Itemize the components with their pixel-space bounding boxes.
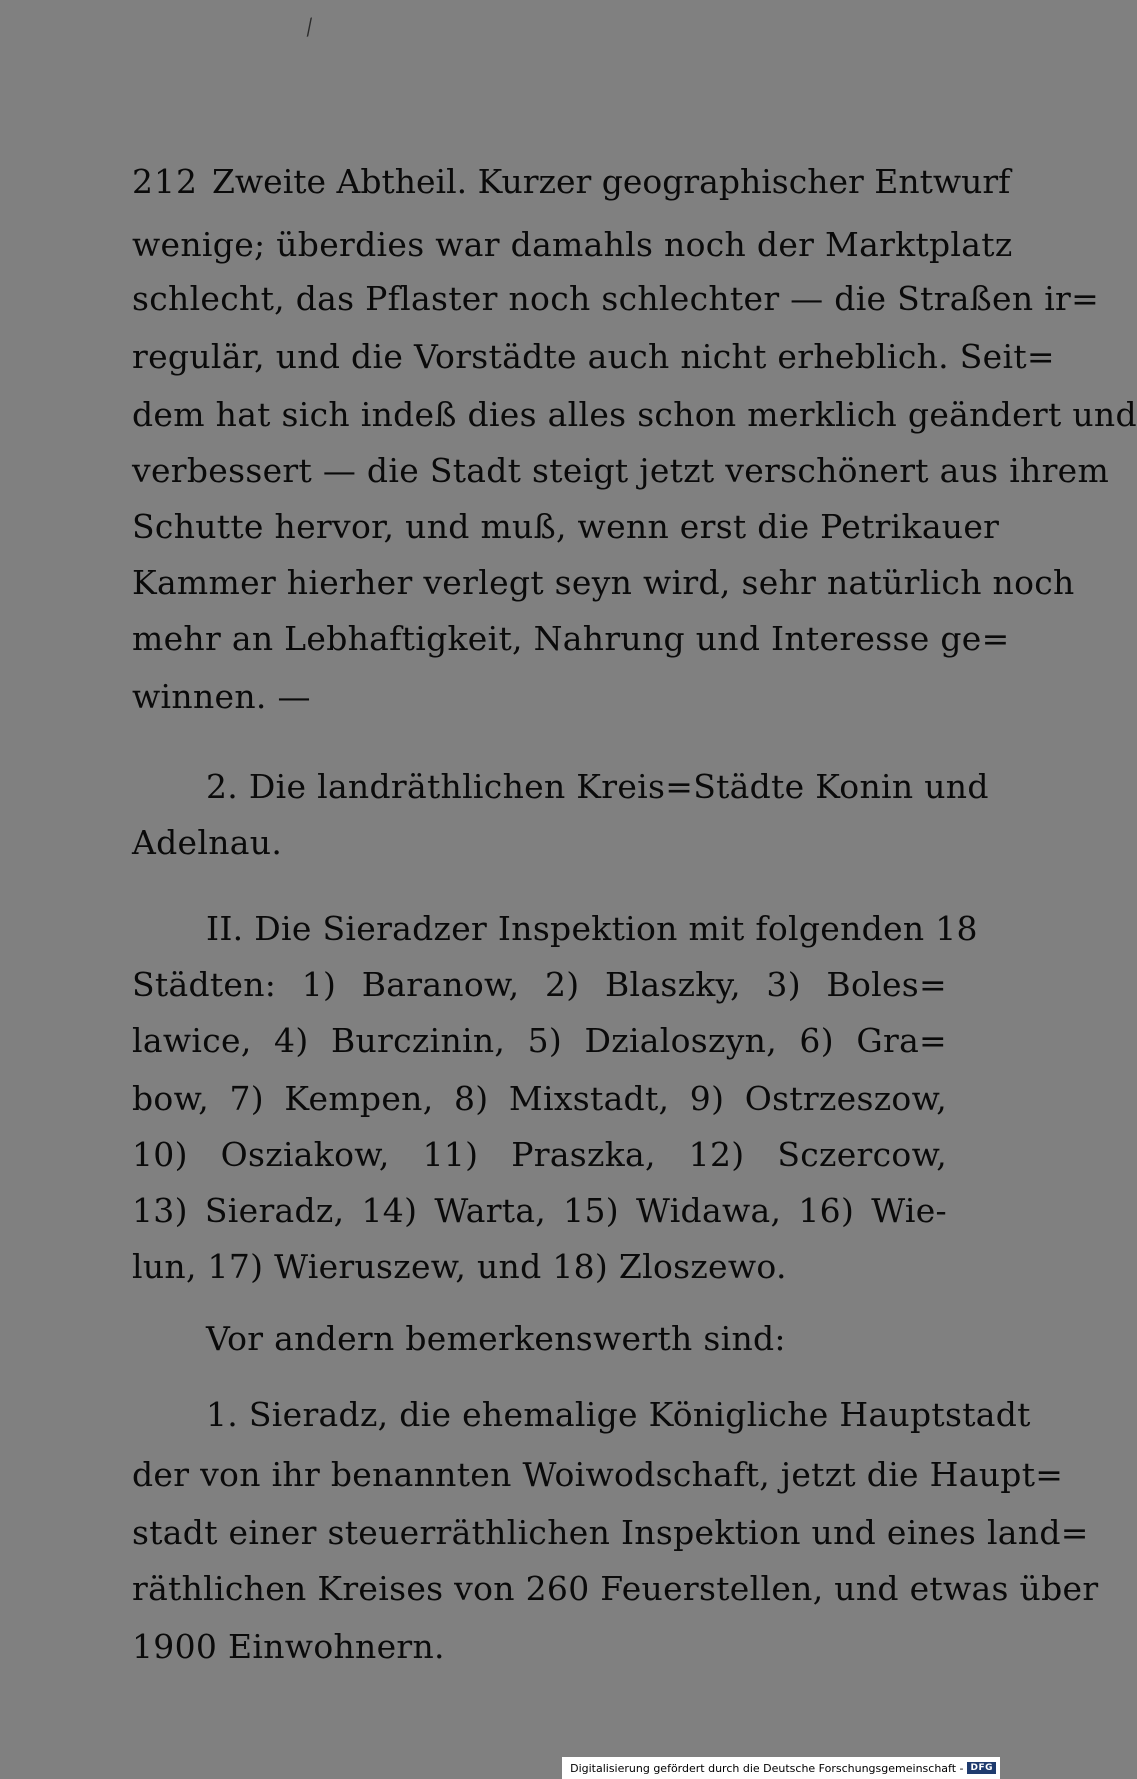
text-line: räthlichen Kreises von 260 Feuerstellen, und etwas über: [132, 1569, 1099, 1608]
text-line: wenige; überdies war damahls noch der Marktplatz: [132, 225, 1013, 264]
text-line: 13) Sieradz, 14) Warta, 15) Widawa, 16) Wie-: [132, 1191, 947, 1230]
text-line: schlecht, das Pflaster noch schlechter — die Straßen ir=: [132, 279, 1100, 318]
section-heading: II. Die Sieradzer Inspektion mit folgenden 18: [206, 909, 978, 948]
page-number: 212: [132, 162, 198, 201]
text-line: lun, 17) Wieruszew, und 18) Zloszewo.: [132, 1247, 787, 1286]
credit-text: Digitalisierung gefördert durch die Deutsche Forschungsgemeinschaft -: [570, 1761, 964, 1775]
text-line: winnen. —: [132, 677, 311, 716]
text-line: verbessert — die Stadt steigt jetzt verschönert aus ihrem: [132, 451, 1110, 490]
text-line: 1900 Einwohnern.: [132, 1627, 445, 1666]
paragraph-line: Vor andern bemerkenswerth sind:: [206, 1319, 786, 1358]
text-line: lawice, 4) Burczinin, 5) Dzialoszyn, 6) Gra=: [132, 1021, 947, 1060]
text-line: stadt einer steuerräthlichen Inspektion und eines land=: [132, 1513, 1089, 1552]
digitization-credit: [562, 1757, 1000, 1779]
running-header: [132, 160, 1011, 204]
text-line: Städten: 1) Baranow, 2) Blaszky, 3) Boles=: [132, 965, 947, 1004]
running-title: Zweite Abtheil. Kurzer geographischer Entwurf: [212, 162, 1011, 201]
dfg-logo: DFG: [967, 1762, 996, 1774]
text-line: mehr an Lebhaftigkeit, Nahrung und Interesse ge=: [132, 619, 1010, 658]
text-line: Kammer hierher verlegt seyn wird, sehr natürlich noch: [132, 563, 1075, 602]
text-line: bow, 7) Kempen, 8) Mixstadt, 9) Ostrzeszow,: [132, 1079, 947, 1118]
stray-pen-mark: ⁄: [303, 16, 316, 41]
text-line: Adelnau.: [132, 823, 283, 862]
text-line: 10) Osziakow, 11) Praszka, 12) Sczercow,: [132, 1135, 947, 1174]
text-line: Schutte hervor, und muß, wenn erst die Petrikauer: [132, 507, 1000, 546]
list-item-heading: 2. Die landräthlichen Kreis=Städte Konin und: [206, 767, 989, 806]
list-item-heading: 1. Sieradz, die ehemalige Königliche Hauptstadt: [206, 1395, 1031, 1434]
text-line: regulär, und die Vorstädte auch nicht erheblich. Seit=: [132, 337, 1055, 376]
text-line: dem hat sich indeß dies alles schon merklich geändert und: [132, 395, 1137, 434]
text-line: der von ihr benannten Woiwodschaft, jetzt die Haupt=: [132, 1455, 1064, 1494]
